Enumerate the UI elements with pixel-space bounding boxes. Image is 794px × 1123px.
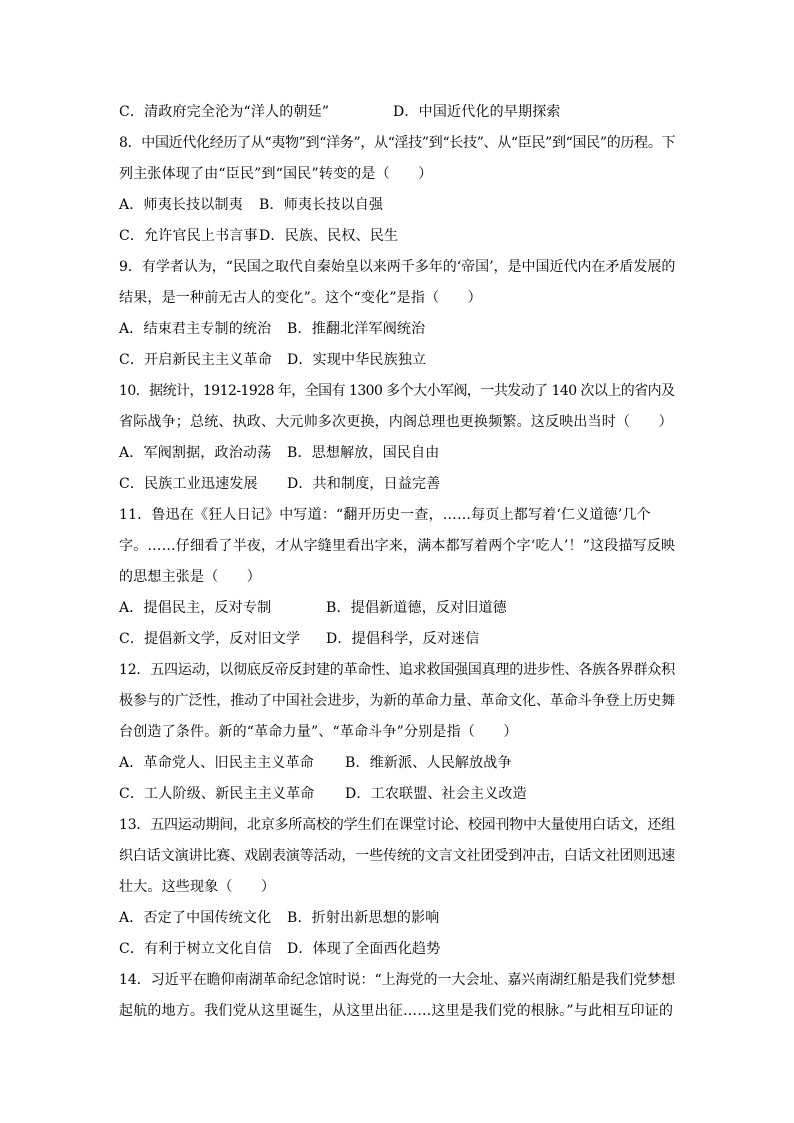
q12-options-row1	[119, 753, 512, 773]
q11-option-b: B．提倡新道德，反对旧道德	[326, 600, 507, 616]
q13-stem-line2: 织白话文演讲比赛、戏剧表演等活动，一些传统的文言文社团受到冲击，白话文社团则迅速	[119, 848, 675, 864]
q9-option-b: B．推翻北洋军阀统治	[287, 321, 426, 337]
q12-stem-line1: 12．五四运动，以彻底反帝反封建的革命性、追求救国强国真理的进步性、各族各界群众积	[119, 662, 676, 678]
q13-stem-line3: 壮大。这些现象（ ）	[119, 879, 276, 895]
q12-option-c: C．工人阶级、新民主主义革命	[119, 786, 315, 802]
q12-option-b: B．维新派、人民解放战争	[345, 755, 512, 771]
q14-stem-line1: 14．习近平在瞻仰南湖革命纪念馆时说：“上海党的一大会址、嘉兴南湖红船是我们党梦想	[119, 972, 676, 988]
q11-stem-line3: 的思想主张是（ ）	[119, 569, 261, 585]
q10-options-row1	[119, 443, 440, 463]
q8-stem-line1: 8．中国近代化经历了从“夷物”到“洋务”，从“淫技”到“长技”、从“臣民”到“国民”的历程。下	[119, 135, 676, 151]
q11-option-a: A．提倡民主，反对专制	[119, 600, 272, 616]
q13-option-b: B．折射出新思想的影响	[287, 910, 440, 926]
q13-options-row1	[119, 908, 440, 928]
q11-stem-line2: 字。……仔细看了半夜，才从字缝里看出字来，满本都写着两个字‘吃人’！”这段描写反映	[119, 538, 676, 554]
q9-stem-line2: 结果，是一种前无古人的变化”。这个“变化”是指（ ）	[119, 290, 482, 306]
q8-option-d: D．民族、民权、民生	[259, 228, 399, 244]
q12-stem-line2: 极参与的广泛性，推动了中国社会进步，为新的革命力量、革命文化、革命斗争登上历史舞	[119, 693, 675, 709]
q14-stem-line2: 起航的地方。我们党从这里诞生，从这里出征……这里是我们党的根脉。”与此相互印证的	[119, 1003, 674, 1019]
q9-stem-line1: 9．有学者认为，“民国之取代自秦始皇以来两千多年的‘帝国’，是中国近代内在矛盾发展的	[119, 259, 676, 275]
q10-option-d: D．共和制度，日益完善	[287, 476, 441, 492]
q9-option-c: C．开启新民主主义革命	[119, 352, 272, 368]
q8-options-row1	[119, 195, 383, 215]
q8-option-b: B．师夷长技以自强	[259, 197, 384, 213]
q8-option-a: A．师夷长技以制夷	[119, 197, 243, 213]
q10-option-b: B．思想解放，国民自由	[287, 445, 440, 461]
q12-option-a: A．革命党人、旧民主主义革命	[119, 755, 314, 771]
q13-stem-line1: 13．五四运动期间，北京多所高校的学生们在课堂讨论、校园刊物中大量使用白话文，还组	[119, 817, 676, 833]
q10-stem-line2: 省际战争；总统、执政、大元帅多次更换，内阁总理也更换频繁。这反映出当时（ ）	[119, 414, 673, 430]
q11-stem-line1: 11．鲁迅在《狂人日记》中写道：“翻开历史一查，……每页上都写着‘仁义道德’几个	[119, 507, 651, 523]
q9-option-d: D．实现中华民族独立	[287, 352, 427, 368]
q13-option-a: A．否定了中国传统文化	[119, 910, 272, 926]
q12-options-row2	[119, 784, 527, 804]
q7-options-row2	[119, 102, 561, 122]
q11-options-row2	[119, 629, 479, 649]
q13-option-c: C．有利于树立文化自信	[119, 941, 272, 957]
q8-stem-line2: 列主张体现了由“臣民”到“国民”转变的是（ ）	[119, 166, 433, 182]
q7-option-c: C．清政府完全沦为“洋人的朝廷”	[119, 104, 330, 120]
q12-stem-line3: 台创造了条件。新的“革命力量”、“革命斗争”分别是指（ ）	[119, 724, 518, 740]
q7-option-d: D．中国近代化的早期探索	[393, 104, 561, 120]
q8-options-row2	[119, 226, 398, 246]
q10-options-row2	[119, 474, 440, 494]
q8-option-c: C．允许官民上书言事	[119, 228, 258, 244]
q12-option-d: D．工农联盟、社会主义改造	[345, 786, 527, 802]
q11-option-c: C．提倡新文学，反对旧文学	[119, 631, 301, 647]
q13-option-d: D．体现了全面西化趋势	[287, 941, 441, 957]
q9-options-row2	[119, 350, 426, 370]
q10-option-a: A．军阀割据，政治动荡	[119, 445, 272, 461]
q10-stem-line1: 10．据统计，1912-1928 年，全国有 1300 多个大小军阀，一共发动了 140 次以上的省内及	[119, 383, 675, 399]
q9-option-a: A．结束君主专制的统治	[119, 321, 272, 337]
q9-options-row1	[119, 319, 425, 339]
q13-options-row2	[119, 939, 440, 959]
q11-options-row1	[119, 598, 507, 618]
q10-option-c: C．民族工业迅速发展	[119, 476, 258, 492]
q11-option-d: D．提倡科学，反对迷信	[326, 631, 480, 647]
